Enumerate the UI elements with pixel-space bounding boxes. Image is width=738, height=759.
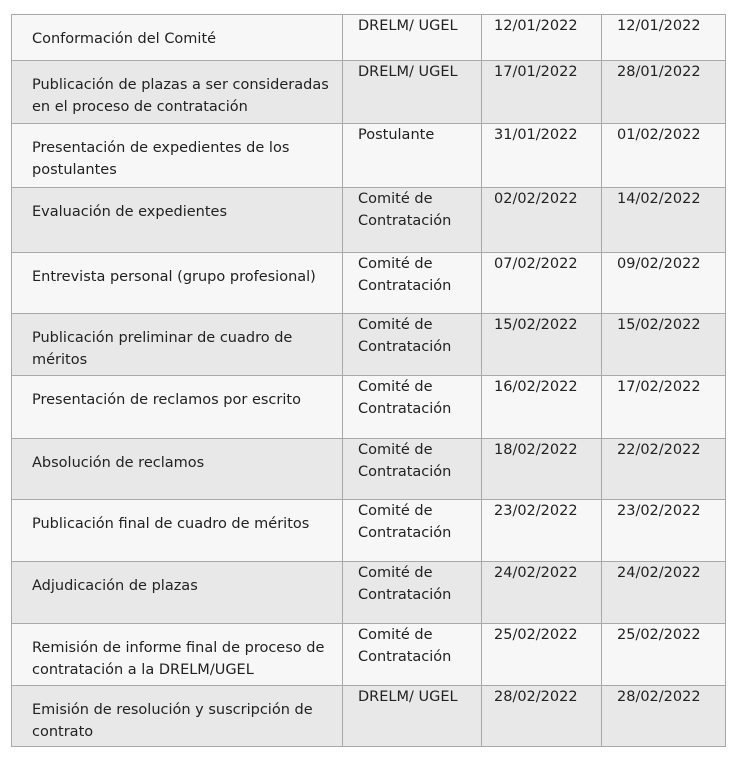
end-date-cell-text: 23/02/2022 <box>617 503 701 519</box>
responsible-cell-text: DRELM/ UGEL <box>358 689 458 705</box>
end-date-cell-text: 09/02/2022 <box>617 256 701 272</box>
activity-cell-text: Adjudicación de plazas <box>32 578 198 594</box>
responsible-cell-text: Comité de Contratación <box>358 191 452 229</box>
table-row <box>12 562 726 624</box>
responsible-cell <box>343 188 482 253</box>
start-date-cell-text: 18/02/2022 <box>494 442 578 458</box>
responsible-cell-text: Comité de Contratación <box>358 565 452 603</box>
start-date-cell <box>482 562 602 624</box>
start-date-cell <box>482 61 602 124</box>
end-date-cell <box>602 15 726 61</box>
start-date-cell <box>482 253 602 314</box>
start-date-cell <box>482 124 602 188</box>
end-date-cell <box>602 624 726 686</box>
activity-cell <box>12 562 343 624</box>
start-date-cell-text: 23/02/2022 <box>494 503 578 519</box>
responsible-cell-text: Comité de Contratación <box>358 503 452 541</box>
end-date-cell-text: 24/02/2022 <box>617 565 701 581</box>
end-date-cell <box>602 376 726 439</box>
responsible-cell-text: DRELM/ UGEL <box>358 18 458 34</box>
start-date-cell-text: 07/02/2022 <box>494 256 578 272</box>
responsible-cell <box>343 500 482 562</box>
end-date-cell-text: 28/02/2022 <box>617 689 701 705</box>
end-date-cell <box>602 500 726 562</box>
table-row <box>12 686 726 747</box>
responsible-cell <box>343 686 482 747</box>
end-date-cell-text: 12/01/2022 <box>617 18 701 34</box>
table-row <box>12 124 726 188</box>
responsible-cell <box>343 124 482 188</box>
table-row <box>12 624 726 686</box>
responsible-cell-text: Comité de Contratación <box>358 442 452 480</box>
responsible-cell <box>343 314 482 376</box>
end-date-cell-text: 14/02/2022 <box>617 191 701 207</box>
start-date-cell <box>482 439 602 500</box>
end-date-cell-text: 25/02/2022 <box>617 627 701 643</box>
end-date-cell-text: 22/02/2022 <box>617 442 701 458</box>
end-date-cell-text: 17/02/2022 <box>617 379 701 395</box>
end-date-cell-text: 15/02/2022 <box>617 317 701 333</box>
activity-cell-text: Publicación preliminar de cuadro de méritos <box>32 330 293 368</box>
responsible-cell <box>343 562 482 624</box>
table-row <box>12 61 726 124</box>
activity-cell <box>12 253 343 314</box>
responsible-cell-text: Comité de Contratación <box>358 256 452 294</box>
responsible-cell-text: Comité de Contratación <box>358 317 452 355</box>
activity-cell <box>12 624 343 686</box>
start-date-cell <box>482 500 602 562</box>
activity-cell-text: Presentación de expedientes de los postulantes <box>32 140 290 178</box>
start-date-cell <box>482 15 602 61</box>
table-row <box>12 376 726 439</box>
responsible-cell <box>343 253 482 314</box>
start-date-cell-text: 24/02/2022 <box>494 565 578 581</box>
activity-cell-text: Presentación de reclamos por escrito <box>32 392 301 408</box>
end-date-cell <box>602 562 726 624</box>
activity-cell-text: Emisión de resolución y suscripción de contrato <box>32 702 313 740</box>
end-date-cell-text: 01/02/2022 <box>617 127 701 143</box>
end-date-cell <box>602 61 726 124</box>
responsible-cell <box>343 15 482 61</box>
activity-cell <box>12 439 343 500</box>
schedule-body <box>12 15 726 747</box>
activity-cell-text: Absolución de reclamos <box>32 455 205 471</box>
start-date-cell-text: 17/01/2022 <box>494 64 578 80</box>
end-date-cell <box>602 314 726 376</box>
activity-cell <box>12 15 343 61</box>
responsible-cell <box>343 376 482 439</box>
start-date-cell <box>482 376 602 439</box>
activity-cell <box>12 314 343 376</box>
responsible-cell <box>343 61 482 124</box>
start-date-cell <box>482 188 602 253</box>
responsible-cell-text: DRELM/ UGEL <box>358 64 458 80</box>
responsible-cell <box>343 439 482 500</box>
activity-cell-text: Remisión de informe final de proceso de contratación a la DRELM/UGEL <box>32 640 325 678</box>
end-date-cell <box>602 253 726 314</box>
schedule-table <box>11 14 726 747</box>
end-date-cell <box>602 439 726 500</box>
activity-cell-text: Evaluación de expedientes <box>32 204 228 220</box>
end-date-cell-text: 28/01/2022 <box>617 64 701 80</box>
start-date-cell-text: 15/02/2022 <box>494 317 578 333</box>
start-date-cell-text: 28/02/2022 <box>494 689 578 705</box>
start-date-cell-text: 25/02/2022 <box>494 627 578 643</box>
activity-cell <box>12 188 343 253</box>
activity-cell-text: Conformación del Comité <box>32 31 217 47</box>
start-date-cell-text: 02/02/2022 <box>494 191 578 207</box>
start-date-cell-text: 16/02/2022 <box>494 379 578 395</box>
responsible-cell-text: Comité de Contratación <box>358 627 452 665</box>
start-date-cell-text: 31/01/2022 <box>494 127 578 143</box>
end-date-cell <box>602 686 726 747</box>
table-row <box>12 439 726 500</box>
activity-cell-text: Entrevista personal (grupo profesional) <box>32 269 316 285</box>
end-date-cell <box>602 124 726 188</box>
start-date-cell <box>482 314 602 376</box>
responsible-cell-text: Comité de Contratación <box>358 379 452 417</box>
responsible-cell <box>343 624 482 686</box>
start-date-cell-text: 12/01/2022 <box>494 18 578 34</box>
activity-cell <box>12 61 343 124</box>
table-row <box>12 188 726 253</box>
table-row <box>12 15 726 61</box>
table-row <box>12 500 726 562</box>
activity-cell <box>12 500 343 562</box>
start-date-cell <box>482 624 602 686</box>
responsible-cell-text: Postulante <box>358 127 435 143</box>
table-row <box>12 314 726 376</box>
activity-cell <box>12 686 343 747</box>
end-date-cell <box>602 188 726 253</box>
activity-cell <box>12 376 343 439</box>
activity-cell-text: Publicación final de cuadro de méritos <box>32 516 310 532</box>
activity-cell-text: Publicación de plazas a ser consideradas en el proceso de contratación <box>32 77 329 115</box>
activity-cell <box>12 124 343 188</box>
start-date-cell <box>482 686 602 747</box>
table-row <box>12 253 726 314</box>
